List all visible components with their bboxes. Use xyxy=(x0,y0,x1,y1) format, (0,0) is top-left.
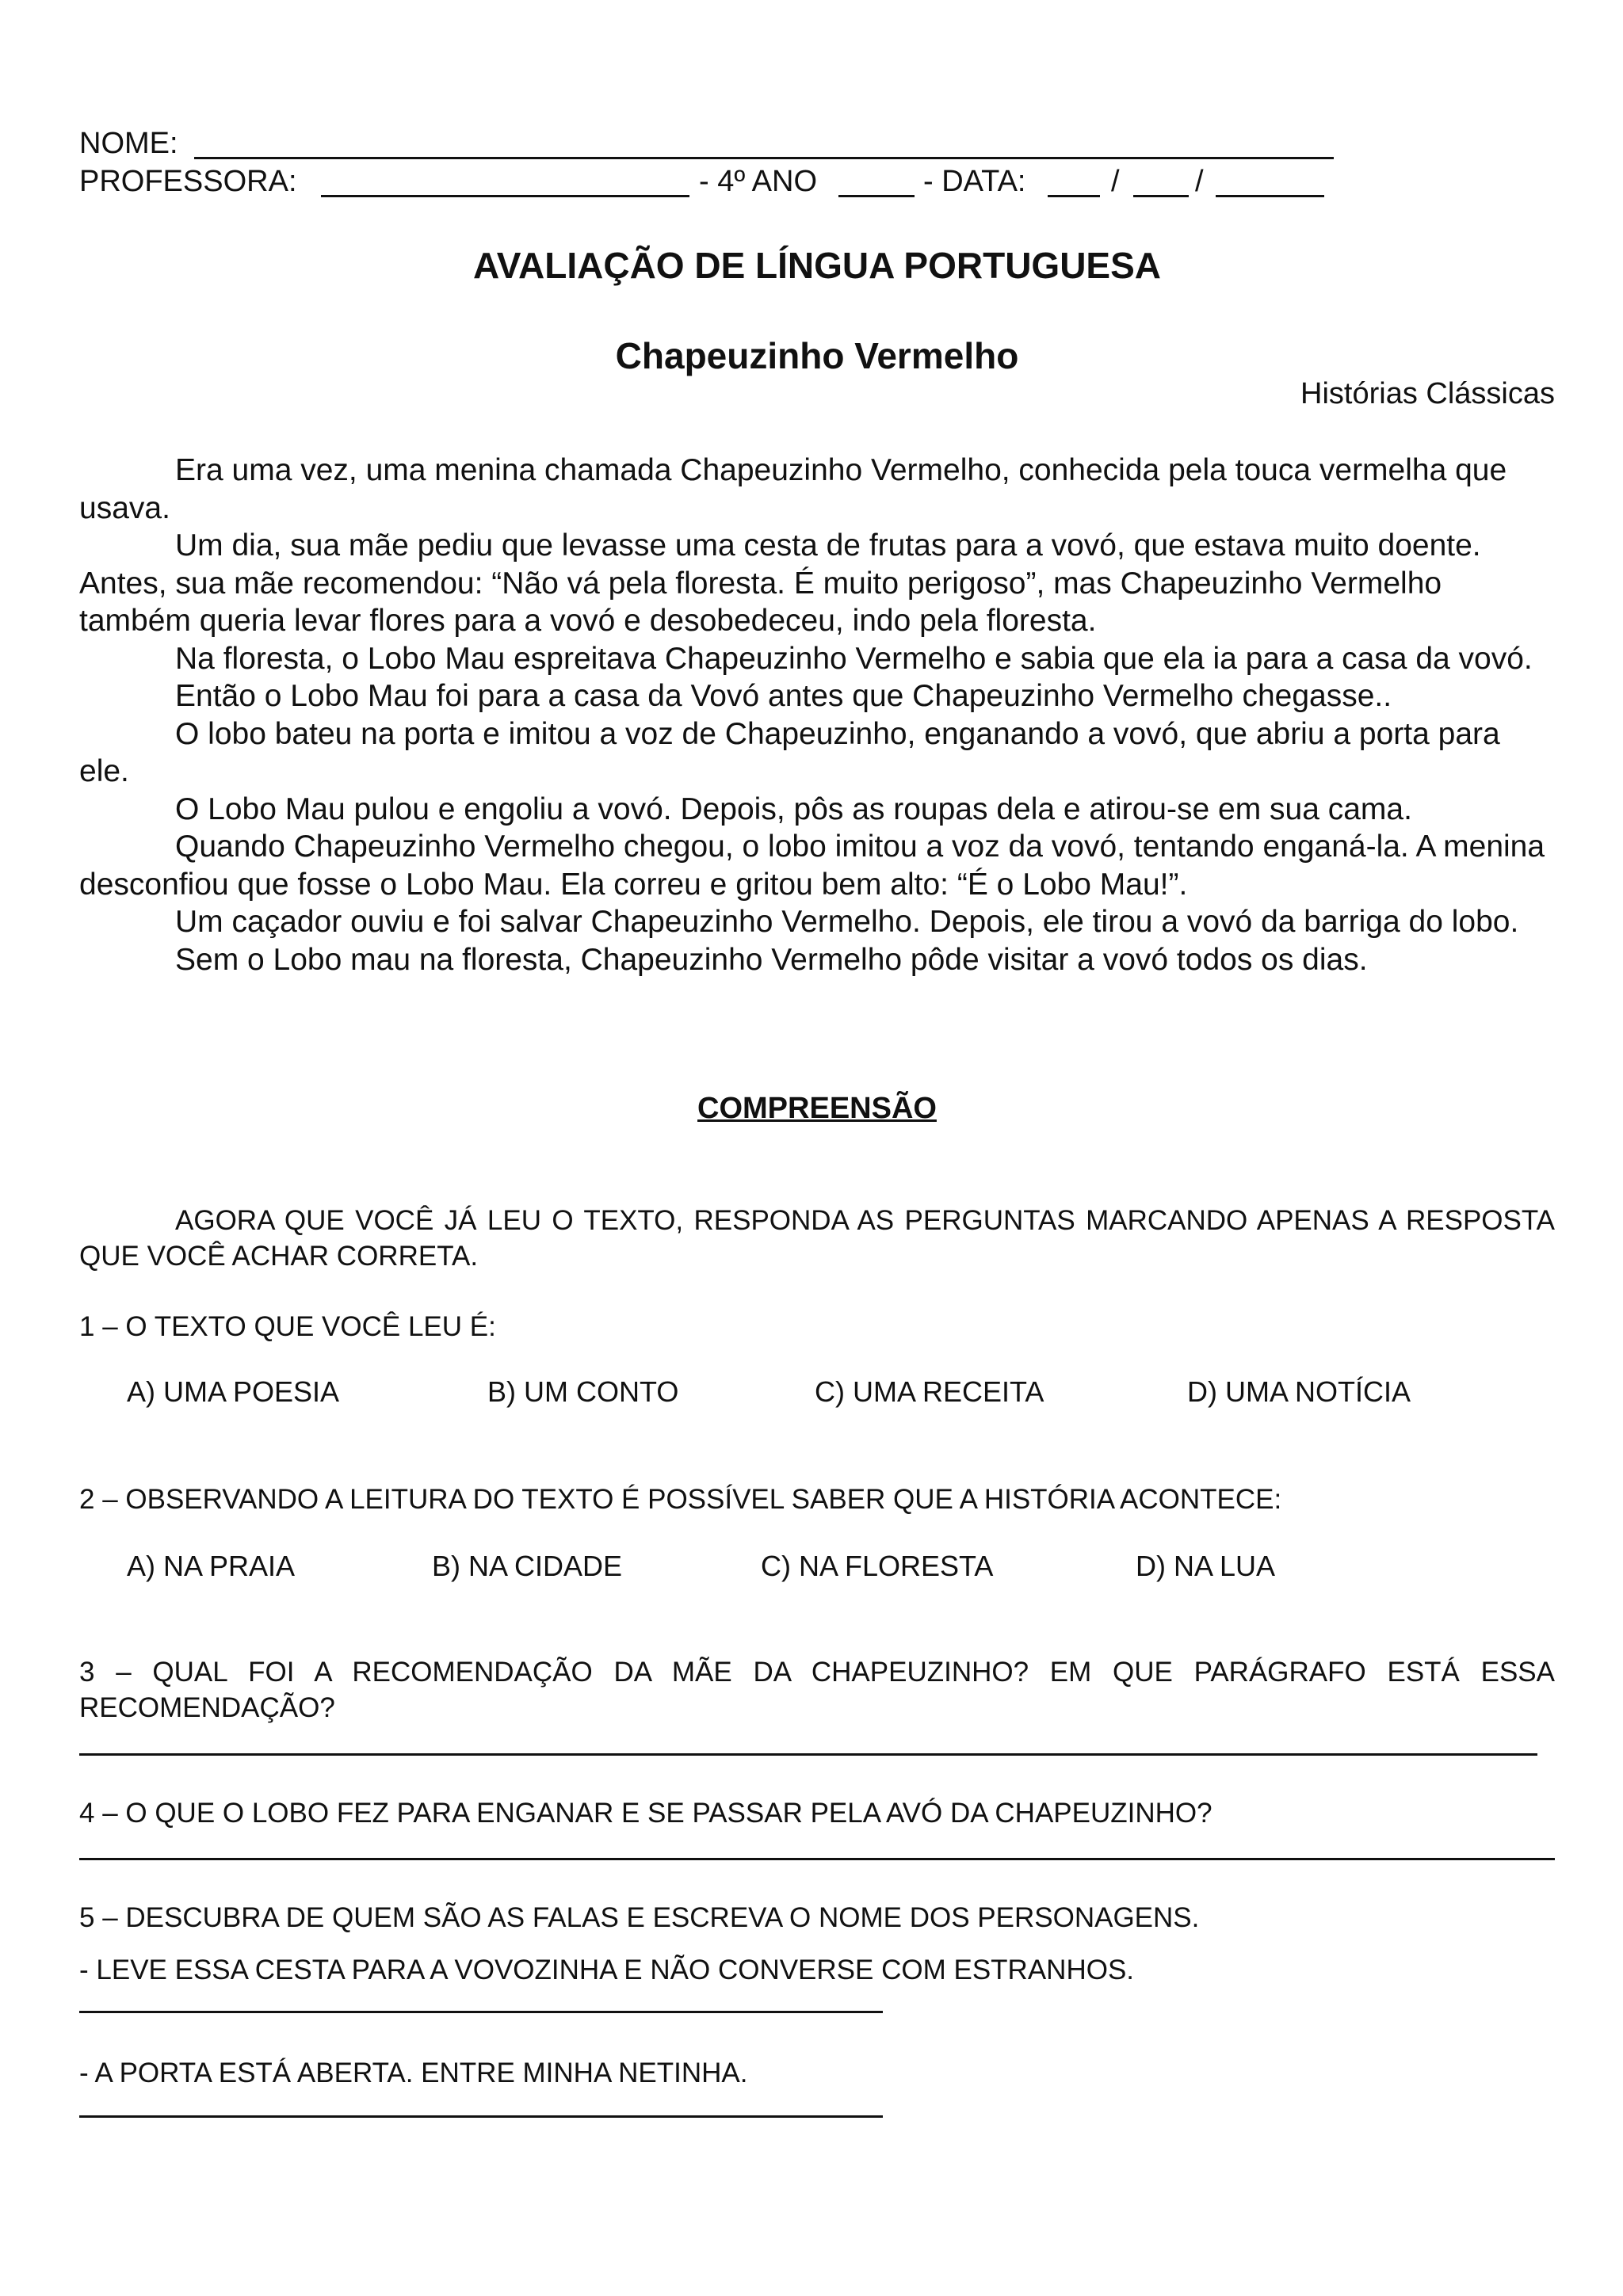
q1-option-c[interactable]: C) UMA RECEITA xyxy=(815,1375,1044,1408)
question-3: 3 – QUAL FOI A RECOMENDAÇÃO DA MÃE DA CHAPEUZINHO? EM QUE PARÁGRAFO ESTÁ ESSA RECOMENDAÇÃO? xyxy=(79,1657,1555,1723)
story-paragraph: Na floresta, o Lobo Mau espreitava Chapeuzinho Vermelho e sabia que ela ia para a casa da vovó. xyxy=(175,641,1533,676)
q2-option-a[interactable]: A) NA PRAIA xyxy=(127,1550,296,1582)
q3-answer-line[interactable] xyxy=(79,1753,1537,1756)
story-paragraph: O lobo bateu na porta e imitou a voz de Chapeuzinho, enganando a vovó, que abriu a porta para ele. xyxy=(79,716,1500,788)
story-paragraph: Era uma vez, uma menina chamada Chapeuzinho Vermelho, conhecida pela touca vermelha que usava. xyxy=(79,453,1507,525)
q1-option-d[interactable]: D) UMA NOTÍCIA xyxy=(1187,1375,1411,1408)
q1-option-b[interactable]: B) UM CONTO xyxy=(487,1375,679,1408)
professora-label: PROFESSORA: xyxy=(79,165,297,198)
story-title: Chapeuzinho Vermelho xyxy=(615,335,1019,376)
nome-field[interactable] xyxy=(194,157,1334,159)
story-paragraph: Quando Chapeuzinho Vermelho chegou, o lobo imitou a voz da vovó, tentando enganá-la. A menina desconfiou que fosse o Lobo Mau. Ela correu e gritou bem alto: “É o Lobo Mau!”. xyxy=(79,830,1545,902)
date-slash-2: / xyxy=(1195,165,1204,198)
turma-field[interactable] xyxy=(838,195,915,197)
q5-speech-2: - A PORTA ESTÁ ABERTA. ENTRE MINHA NETINHA. xyxy=(79,2058,748,2088)
story-source: Histórias Clássicas xyxy=(1300,377,1555,410)
q1-option-a[interactable]: A) UMA POESIA xyxy=(127,1375,340,1408)
story-text xyxy=(79,452,1555,978)
story-paragraph: Um dia, sua mãe pediu que levasse uma cesta de frutas para a vovó, que estava muito doente. Antes, sua mãe recomendou: “Não vá pela floresta. É muito perigoso”, mas Chapeuzinho Vermelho também queria levar flores para a vovó e desobedeceu, indo pela floresta. xyxy=(79,528,1481,638)
ano-label: - 4º ANO xyxy=(699,165,818,198)
date-slash-1: / xyxy=(1111,165,1120,198)
page-title: AVALIAÇÃO DE LÍNGUA PORTUGUESA xyxy=(472,245,1162,286)
story-paragraph: O Lobo Mau pulou e engoliu a vovó. Depois, pôs as roupas dela e atirou-se em sua cama. xyxy=(175,791,1412,826)
q2-option-d[interactable]: D) NA LUA xyxy=(1136,1550,1276,1582)
mes-field[interactable] xyxy=(1133,195,1189,197)
professora-field[interactable] xyxy=(321,195,689,197)
q2-option-b[interactable]: B) NA CIDADE xyxy=(432,1550,623,1582)
comprehension-heading: COMPREENSÃO xyxy=(697,1092,937,1125)
story-paragraph: Então o Lobo Mau foi para a casa da Vovó antes que Chapeuzinho Vermelho chegasse.. xyxy=(175,679,1392,713)
ano-field[interactable] xyxy=(1216,195,1324,197)
question-5: 5 – DESCUBRA DE QUEM SÃO AS FALAS E ESCREVA O NOME DOS PERSONAGENS. xyxy=(79,1902,1200,1933)
q5-speech-1: - LEVE ESSA CESTA PARA A VOVOZINHA E NÃO CONVERSE COM ESTRANHOS. xyxy=(79,1955,1135,1985)
nome-label: NOME: xyxy=(79,127,178,160)
instructions: AGORA QUE VOCÊ JÁ LEU O TEXTO, RESPONDA AS PERGUNTAS MARCANDO APENAS A RESPOSTA QUE VOCÊ ACHAR CORRETA. xyxy=(79,1205,1555,1272)
question-4: 4 – O QUE O LOBO FEZ PARA ENGANAR E SE PASSAR PELA AVÓ DA CHAPEUZINHO? xyxy=(79,1798,1212,1829)
story-paragraph: Sem o Lobo mau na floresta, Chapeuzinho Vermelho pôde visitar a vovó todos os dias. xyxy=(175,942,1368,977)
story-paragraph: Um caçador ouviu e foi salvar Chapeuzinho Vermelho. Depois, ele tirou a vovó da barriga do lobo. xyxy=(175,905,1519,939)
q5-answer-line-1[interactable] xyxy=(79,2011,883,2013)
question-2: 2 – OBSERVANDO A LEITURA DO TEXTO É POSSÍVEL SABER QUE A HISTÓRIA ACONTECE: xyxy=(79,1484,1282,1515)
dia-field[interactable] xyxy=(1048,195,1100,197)
q2-option-c[interactable]: C) NA FLORESTA xyxy=(761,1550,994,1582)
q4-answer-line[interactable] xyxy=(79,1858,1555,1860)
data-label: - DATA: xyxy=(923,165,1026,198)
question-1: 1 – O TEXTO QUE VOCÊ LEU É: xyxy=(79,1311,496,1342)
q5-answer-line-2[interactable] xyxy=(79,2115,883,2118)
